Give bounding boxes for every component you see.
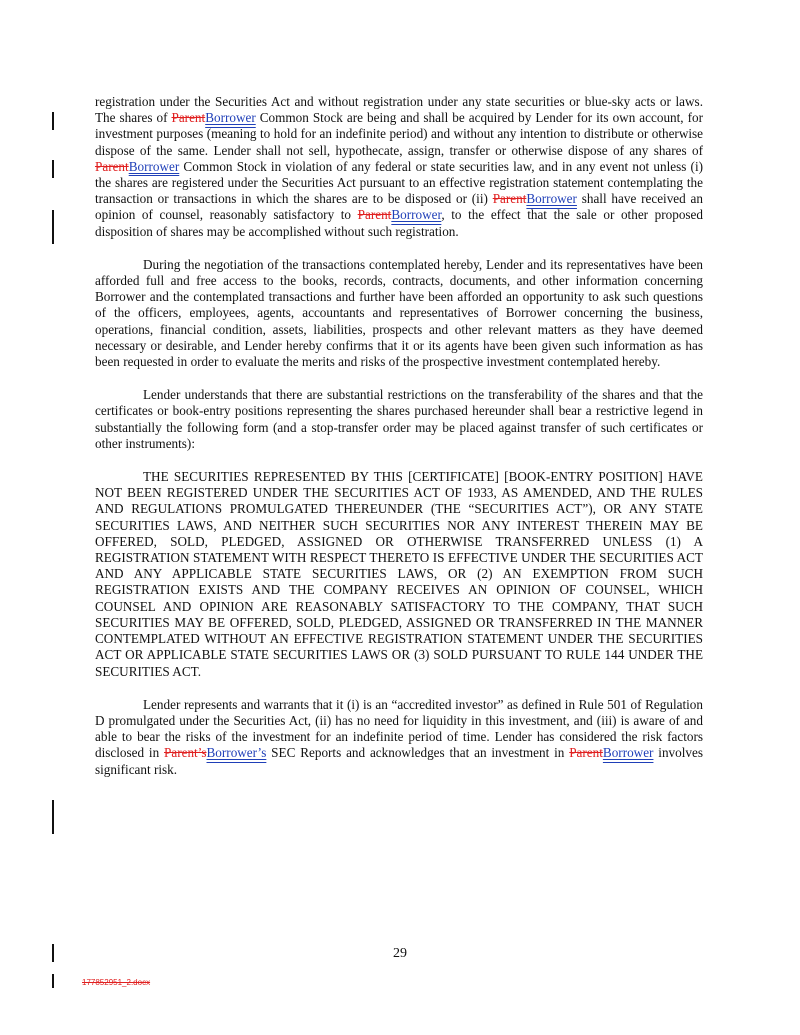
text-run: shall have received an opinion of counsel, reasonably satisfactory to xyxy=(95,191,703,223)
deleted-text: Parent xyxy=(492,191,527,207)
deleted-text: Parent xyxy=(357,207,392,223)
change-bar xyxy=(52,974,54,988)
document-body xyxy=(95,94,703,795)
paragraph-accredited-investor xyxy=(95,697,703,778)
inserted-text: Borrower xyxy=(205,110,256,126)
paragraph-transfer-restrictions: Lender understands that there are substantial restrictions on the transferability of the shares and that the certificates or book-entry positions representing the shares purchased hereunder shall bear a restrictive legend in substantially the following form (and a stop-transfer order may be placed against transfer of such certificates or other instruments): xyxy=(95,387,703,451)
text-run: Common Stock are being and shall be acquired by Lender for its own account, for investment purposes (meaning to hold for an indefinite period) and without any intention to distribute or otherwise dispose of the same. Lender shall not sell, hypothecate, assign, transfer or otherwise dispose of any shares of xyxy=(95,110,703,158)
inserted-text: Borrower xyxy=(526,191,577,207)
change-bar xyxy=(52,800,54,834)
page-number: 29 xyxy=(393,946,407,961)
paragraph-due-diligence: During the negotiation of the transactions contemplated hereby, Lender and its representatives have been afforded full and free access to the books, records, contracts, documents, and other information concerning Borrower and the contemplated transactions and further have been afforded an opportunity to ask such questions of the officers, employees, agents, accountants and representatives of Borrower concerning the business, operations, financial condition, assets, liabilities, prospects and other relevant matters as they have deemed necessary or desirable, and Lender hereby confirms that it or its agents have been given such information as has been requested in order to evaluate the merits and risks of the prospective investment contemplated hereby. xyxy=(95,256,703,370)
inserted-text: Borrower’s xyxy=(206,745,267,761)
change-bar xyxy=(52,160,54,178)
deleted-text: Parent xyxy=(569,745,603,761)
paragraph-registration xyxy=(95,94,703,240)
footer-filename: 177852951_2.docx xyxy=(82,978,151,987)
inserted-text: Borrower xyxy=(391,207,442,223)
text-run: involves significant risk. xyxy=(95,745,703,777)
restrictive-legend: THE SECURITIES REPRESENTED BY THIS [CERTIFICATE] [BOOK-ENTRY POSITION] HAVE NOT BEEN REGISTERED UNDER THE SECURITIES ACT OF 1933, AS AMENDED, AND THE RULES AND REGULATIONS PROMULGATED THEREUNDER (THE “SECURITIES ACT”), OR ANY STATE SECURITIES LAWS, AND NEITHER SUCH SECURITIES NOR ANY INTEREST THEREIN MAY BE OFFERED, SOLD, PLEDGED, ASSIGNED OR OTHERWISE TRANSFERRED UNLESS (1) A REGISTRATION STATEMENT WITH RESPECT THERETO IS EFFECTIVE UNDER THE SECURITIES ACT AND ANY APPLICABLE STATE SECURITIES LAWS, OR (2) AN EXEMPTION FROM SUCH REGISTRATION EXISTS AND THE COMPANY RECEIVES AN OPINION OF COUNSEL, WHICH COUNSEL AND OPINION ARE REASONABLY SATISFACTORY TO THE COMPANY, THAT SUCH SECURITIES MAY BE OFFERED, SOLD, PLEDGED, ASSIGNED OR TRANSFERRED IN THE MANNER CONTEMPLATED WITHOUT AN EFFECTIVE REGISTRATION STATEMENT UNDER THE SECURITIES ACT OR APPLICABLE STATE SECURITIES LAWS OR (3) SOLD PURSUANT TO RULE 144 UNDER THE SECURITIES ACT. xyxy=(95,469,703,679)
change-bar xyxy=(52,112,54,130)
text-run: Lender represents and warrants that it (i) is an “accredited investor” as defined in Rule 501 of Regulation D promulgated under the Securities Act, (ii) has no need for liquidity in this investment, and (iii) is aware of and able to bear the risks of the investment for an indefinite period of time. Lender has considered the risk factors disclosed in xyxy=(95,696,703,761)
text-run: Common Stock in violation of any federal or state securities law, and in any event not unless (i) the shares are registered under the Securities Act pursuant to an effective registration statement contemplating the transaction or transactions in which the shares are to be disposed or (ii) xyxy=(95,158,703,207)
text-run: SEC Reports and acknowledges that an investment in xyxy=(266,745,570,761)
change-bar xyxy=(52,210,54,244)
inserted-text: Borrower xyxy=(128,158,180,174)
deleted-text: Parent’s xyxy=(164,745,207,761)
deleted-text: Parent xyxy=(95,158,129,174)
inserted-text: Borrower xyxy=(602,745,654,761)
deleted-text: Parent xyxy=(171,110,206,126)
text-run: registration under the Securities Act and without registration under any state securities or blue-sky acts or laws. The shares of xyxy=(95,94,703,126)
text-run: , to the effect that the sale or other proposed disposition of shares may be accomplished without such registration. xyxy=(95,207,704,239)
